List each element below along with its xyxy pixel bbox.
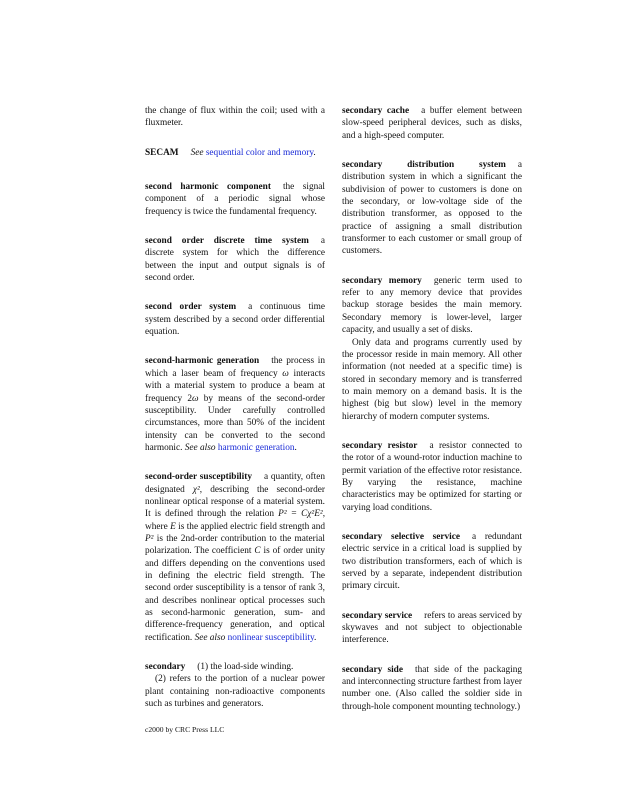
c-symbol: C (254, 546, 261, 557)
entry-term: second harmonic component (145, 182, 271, 193)
entry-secondary-selective-service (342, 531, 522, 593)
copyright-footer: c2000 by CRC Press LLC (145, 725, 225, 734)
see-label: See (190, 147, 204, 158)
entry-term: secondary cache (342, 106, 410, 116)
p2-symbol: P² (145, 533, 154, 544)
entry-body: that side of the packaging and interconnecting structure farthest from layer number one. (Also called the soldier side in through-hole component mounting technology.) (342, 664, 522, 712)
entry-body: a quantity, often designated (145, 472, 325, 495)
entry-body: a continuous time system described by a second order differential equation. (145, 302, 325, 338)
entry-term: secondary side (342, 664, 403, 675)
entry-secondary-side (342, 664, 522, 713)
entry-body: , where (145, 509, 326, 532)
entry-body: a distribution system in which a significant the subdivision of power to customers is done on the secondary, or low-voltage side of the distribution transformer, as opposed to the practice of assigning a small distribution transformer to each customer or small group of customers. (342, 160, 522, 257)
entry-secondary-memory (342, 275, 522, 423)
entry-paragraph: (2) refers to the portion of a nuclear power plant containing non-radioactive components such as turbines and generators. (145, 674, 325, 710)
entry-term: second order system (145, 302, 237, 313)
entry-term: secondary service (342, 610, 413, 621)
cross-reference-link[interactable]: nonlinear susceptibility (227, 632, 315, 643)
entry-body: is of order unity and differs depending on the conventions used in defining the electric field strength. The second order susceptibility is a tensor of rank 3, and describes nonlinear optical processes such as second-harmonic generation, sum- and difference-frequency generation, and optical rectification. (145, 546, 325, 643)
entry-second-harmonic-generation (145, 355, 325, 454)
equation: P² = Cχ²E² (278, 509, 323, 520)
punctuation: . (294, 442, 297, 453)
entry-body: the signal component of a periodic signal whose frequency is twice the fundamental frequency. (145, 182, 325, 217)
entry-body: interacts with a material system to produce a beam at frequency 2 (145, 368, 325, 404)
entry-body: is the 2nd-order contribution to the material polarization. The coefficient (145, 533, 325, 557)
chi-squared-symbol: χ² (192, 484, 200, 495)
entry-secam (145, 147, 325, 159)
cross-reference-link[interactable]: harmonic generation (217, 442, 295, 453)
entry-second-order-discrete-time-system (145, 235, 325, 284)
entry-secondary (145, 661, 325, 710)
entry-term: second order discrete time system (145, 236, 309, 247)
e-symbol: E (170, 521, 176, 532)
entry-term: second-harmonic generation (145, 356, 260, 367)
see-also-label: See also (184, 442, 216, 453)
entry-body: , describing the second-order nonlinear optical response of a material system. It is defined through the relation (145, 484, 325, 520)
entry-body: a redundant electric service in a critical load is supplied by two distribution transformers, each of which is served by a separate, independent distribution primary circuit. (342, 531, 523, 592)
entry-term: secondary distribution system (342, 160, 506, 171)
punctuation: . (314, 632, 317, 643)
entry-body: is the applied electric field strength and (178, 521, 326, 532)
right-column (342, 105, 522, 730)
entry-term: secondary (145, 662, 186, 673)
entry-secondary-cache (342, 105, 522, 142)
left-column (145, 105, 325, 727)
entry-body: (1) the load-side winding. (197, 662, 294, 673)
entry-body: refers to areas serviced by skywaves and not subject to objectionable interference. (342, 610, 522, 646)
entry-secondary-resistor (342, 440, 522, 514)
punctuation: . (313, 147, 316, 158)
entry-secondary-distribution-system (342, 159, 522, 258)
omega-symbol: ω (191, 393, 199, 404)
entry-second-order-system (145, 301, 325, 338)
entry-body: a resistor connected to the rotor of a wound-rotor induction machine to permit variation of the effective rotor resistance. By varying the resistance, machine characteristics may be optimized for starting or varying load conditions. (342, 440, 522, 513)
entry-continuation (145, 105, 325, 130)
omega-symbol: ω (282, 368, 289, 379)
see-also-label: See also (194, 632, 226, 643)
entry-term: secondary resistor (342, 440, 418, 451)
entry-second-harmonic-component (145, 181, 325, 218)
entry-body: by means of the second-order susceptibility. Under carefully controlled circumstances, more than 50% of the incident intensity can be converted to the second harmonic. (145, 393, 325, 453)
entry-term: second-order susceptibility (145, 472, 252, 483)
entry-term: secondary selective service (342, 531, 461, 542)
entry-body: a discrete system for which the difference between the input and output signals is of second order. (145, 236, 325, 284)
entry-body: the process in which a laser beam of frequency (145, 356, 325, 379)
entry-secondary-service (342, 610, 522, 647)
entry-body: generic term used to refer to any memory device that provides backup storage besides the main memory. Secondary memory is lower-level, larger capacity, and usually a set of disks. (342, 275, 522, 336)
entry-paragraph: Only data and programs currently used by the processor reside in main memory. All other information (not needed at a specific time) is stored in secondary memory and is transferred to main memory on a demand basis. It is the highest (big but slow) level in the memory hierarchy of modern computer systems. (342, 337, 522, 422)
cross-reference-link[interactable]: sequential color and memory (205, 147, 314, 158)
entry-term: SECAM (145, 147, 179, 158)
entry-second-order-susceptibility (145, 471, 325, 644)
entry-term: secondary memory (342, 275, 422, 286)
entry-body: the change of flux within the coil; used with a fluxmeter. (145, 106, 325, 129)
entry-body: a buffer element between slow-speed peripheral devices, such as disks, and a high-speed computer. (342, 106, 522, 141)
